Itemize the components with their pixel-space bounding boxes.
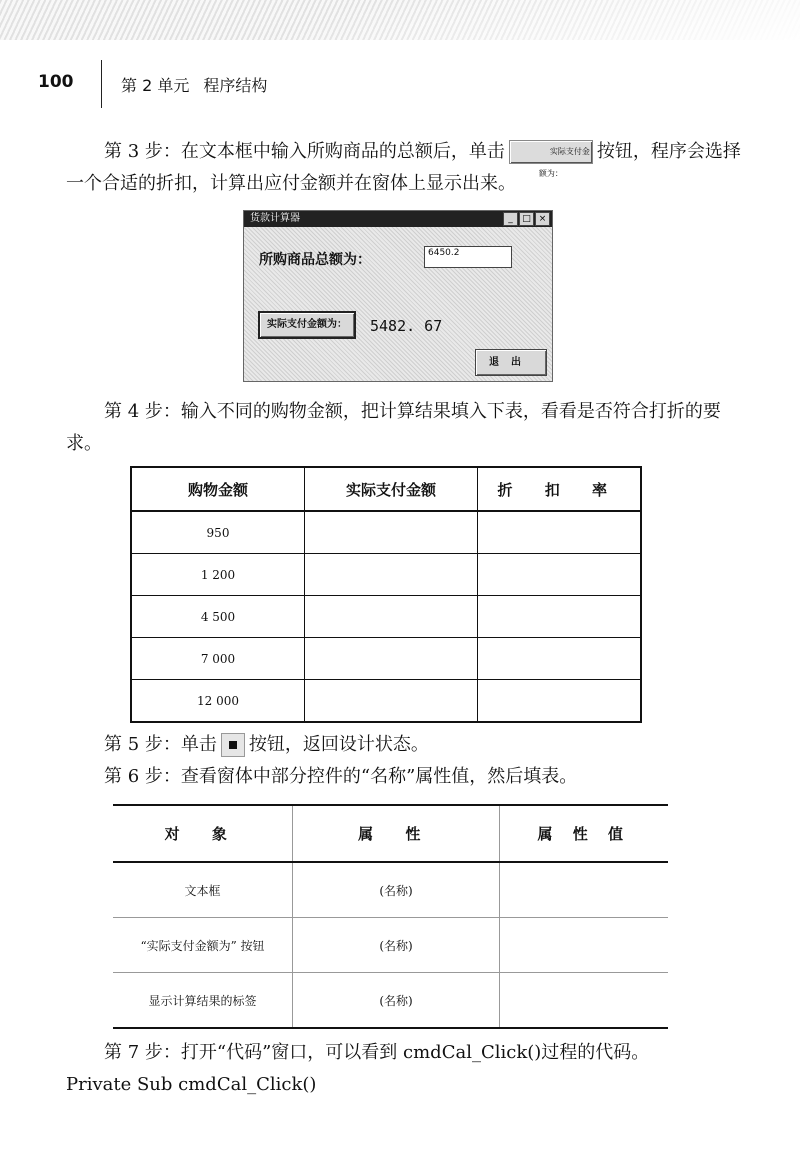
header-title [121, 73, 281, 96]
step3-text-after: 按钮，程序会选择一个合适的折扣，计算出应付金额并在窗体上显示出来。 [66, 141, 741, 194]
table-row [131, 511, 641, 554]
table-row [113, 862, 668, 918]
header-divider [101, 60, 102, 108]
table-header-row [131, 467, 641, 511]
object-cell: 文本框 [113, 862, 293, 918]
page-number: 100 [38, 72, 74, 92]
column-header: 购物金额 [131, 467, 305, 511]
property-cell: (名称) [293, 973, 500, 1029]
rate-cell[interactable] [478, 638, 642, 680]
code-line: Private Sub cmdCal_Click() [66, 1074, 317, 1095]
exit-button[interactable]: 退出 [475, 349, 547, 376]
step7-paragraph: 第 7 步：打开“代码”窗口，可以看到 cmdCal_Click()过程的代码。 [104, 1042, 650, 1063]
window-title: 货款计算器 [250, 213, 300, 224]
total-amount-label: 所购商品总额为： [259, 252, 371, 268]
object-cell: “实际支付金额为” 按钮 [113, 918, 293, 973]
table-row [113, 918, 668, 973]
table-row [131, 680, 641, 723]
value-cell[interactable] [500, 918, 669, 973]
property-table [113, 804, 668, 1029]
amount-cell: 1 200 [131, 554, 305, 596]
value-cell[interactable] [500, 973, 669, 1029]
total-amount-input[interactable]: 6450.2 [424, 246, 512, 268]
step5-paragraph [66, 729, 746, 761]
column-header: 属 性 [293, 805, 500, 862]
table-row [131, 596, 641, 638]
inline-calc-button: 实际支付金额为： [509, 140, 593, 164]
rate-cell[interactable] [478, 554, 642, 596]
amount-cell: 4 500 [131, 596, 305, 638]
step5-text-after: 按钮，返回设计状态。 [248, 734, 429, 755]
header-texture [0, 0, 800, 40]
column-header: 属 性 值 [500, 805, 669, 862]
rate-cell[interactable] [478, 680, 642, 723]
paid-cell[interactable] [305, 554, 478, 596]
amount-cell: 7 000 [131, 638, 305, 680]
step4-paragraph: 第 4 步：输入不同的购物金额，把计算结果填入下表，看看是否符合打折的要求。 [66, 401, 721, 454]
maximize-icon[interactable]: □ [519, 212, 534, 226]
amount-cell: 12 000 [131, 680, 305, 723]
property-cell: (名称) [293, 862, 500, 918]
table-header-row [113, 805, 668, 862]
discount-table [130, 466, 642, 723]
paid-cell[interactable] [305, 596, 478, 638]
unit-label: 第 2 单元 [121, 76, 190, 95]
rate-cell[interactable] [478, 511, 642, 554]
column-header: 实际支付金额 [305, 467, 478, 511]
minimize-icon[interactable]: _ [503, 212, 518, 226]
calc-button[interactable]: 实际支付金额为： [258, 311, 356, 339]
chapter-label: 程序结构 [203, 76, 268, 95]
result-label: 5482. 67 [370, 317, 443, 335]
step5-text-before: 第 5 步：单击 [104, 734, 217, 755]
table-row [113, 973, 668, 1029]
calculator-window [243, 210, 553, 382]
value-cell[interactable] [500, 862, 669, 918]
window-titlebar[interactable] [244, 211, 552, 227]
property-cell: (名称) [293, 918, 500, 973]
table-row [131, 554, 641, 596]
step6-paragraph: 第 6 步：查看窗体中部分控件的“名称”属性值，然后填表。 [104, 766, 578, 787]
paid-cell[interactable] [305, 511, 478, 554]
stop-icon [221, 733, 245, 757]
column-header: 折 扣 率 [478, 467, 642, 511]
amount-cell: 950 [131, 511, 305, 554]
paid-cell[interactable] [305, 680, 478, 723]
column-header: 对 象 [113, 805, 293, 862]
table-row [131, 638, 641, 680]
step3-paragraph [66, 136, 746, 200]
window-controls [503, 212, 550, 226]
step3-text-before: 第 3 步：在文本框中输入所购商品的总额后，单击 [104, 141, 505, 162]
rate-cell[interactable] [478, 596, 642, 638]
close-icon[interactable]: × [535, 212, 550, 226]
paid-cell[interactable] [305, 638, 478, 680]
object-cell: 显示计算结果的标签 [113, 973, 293, 1029]
